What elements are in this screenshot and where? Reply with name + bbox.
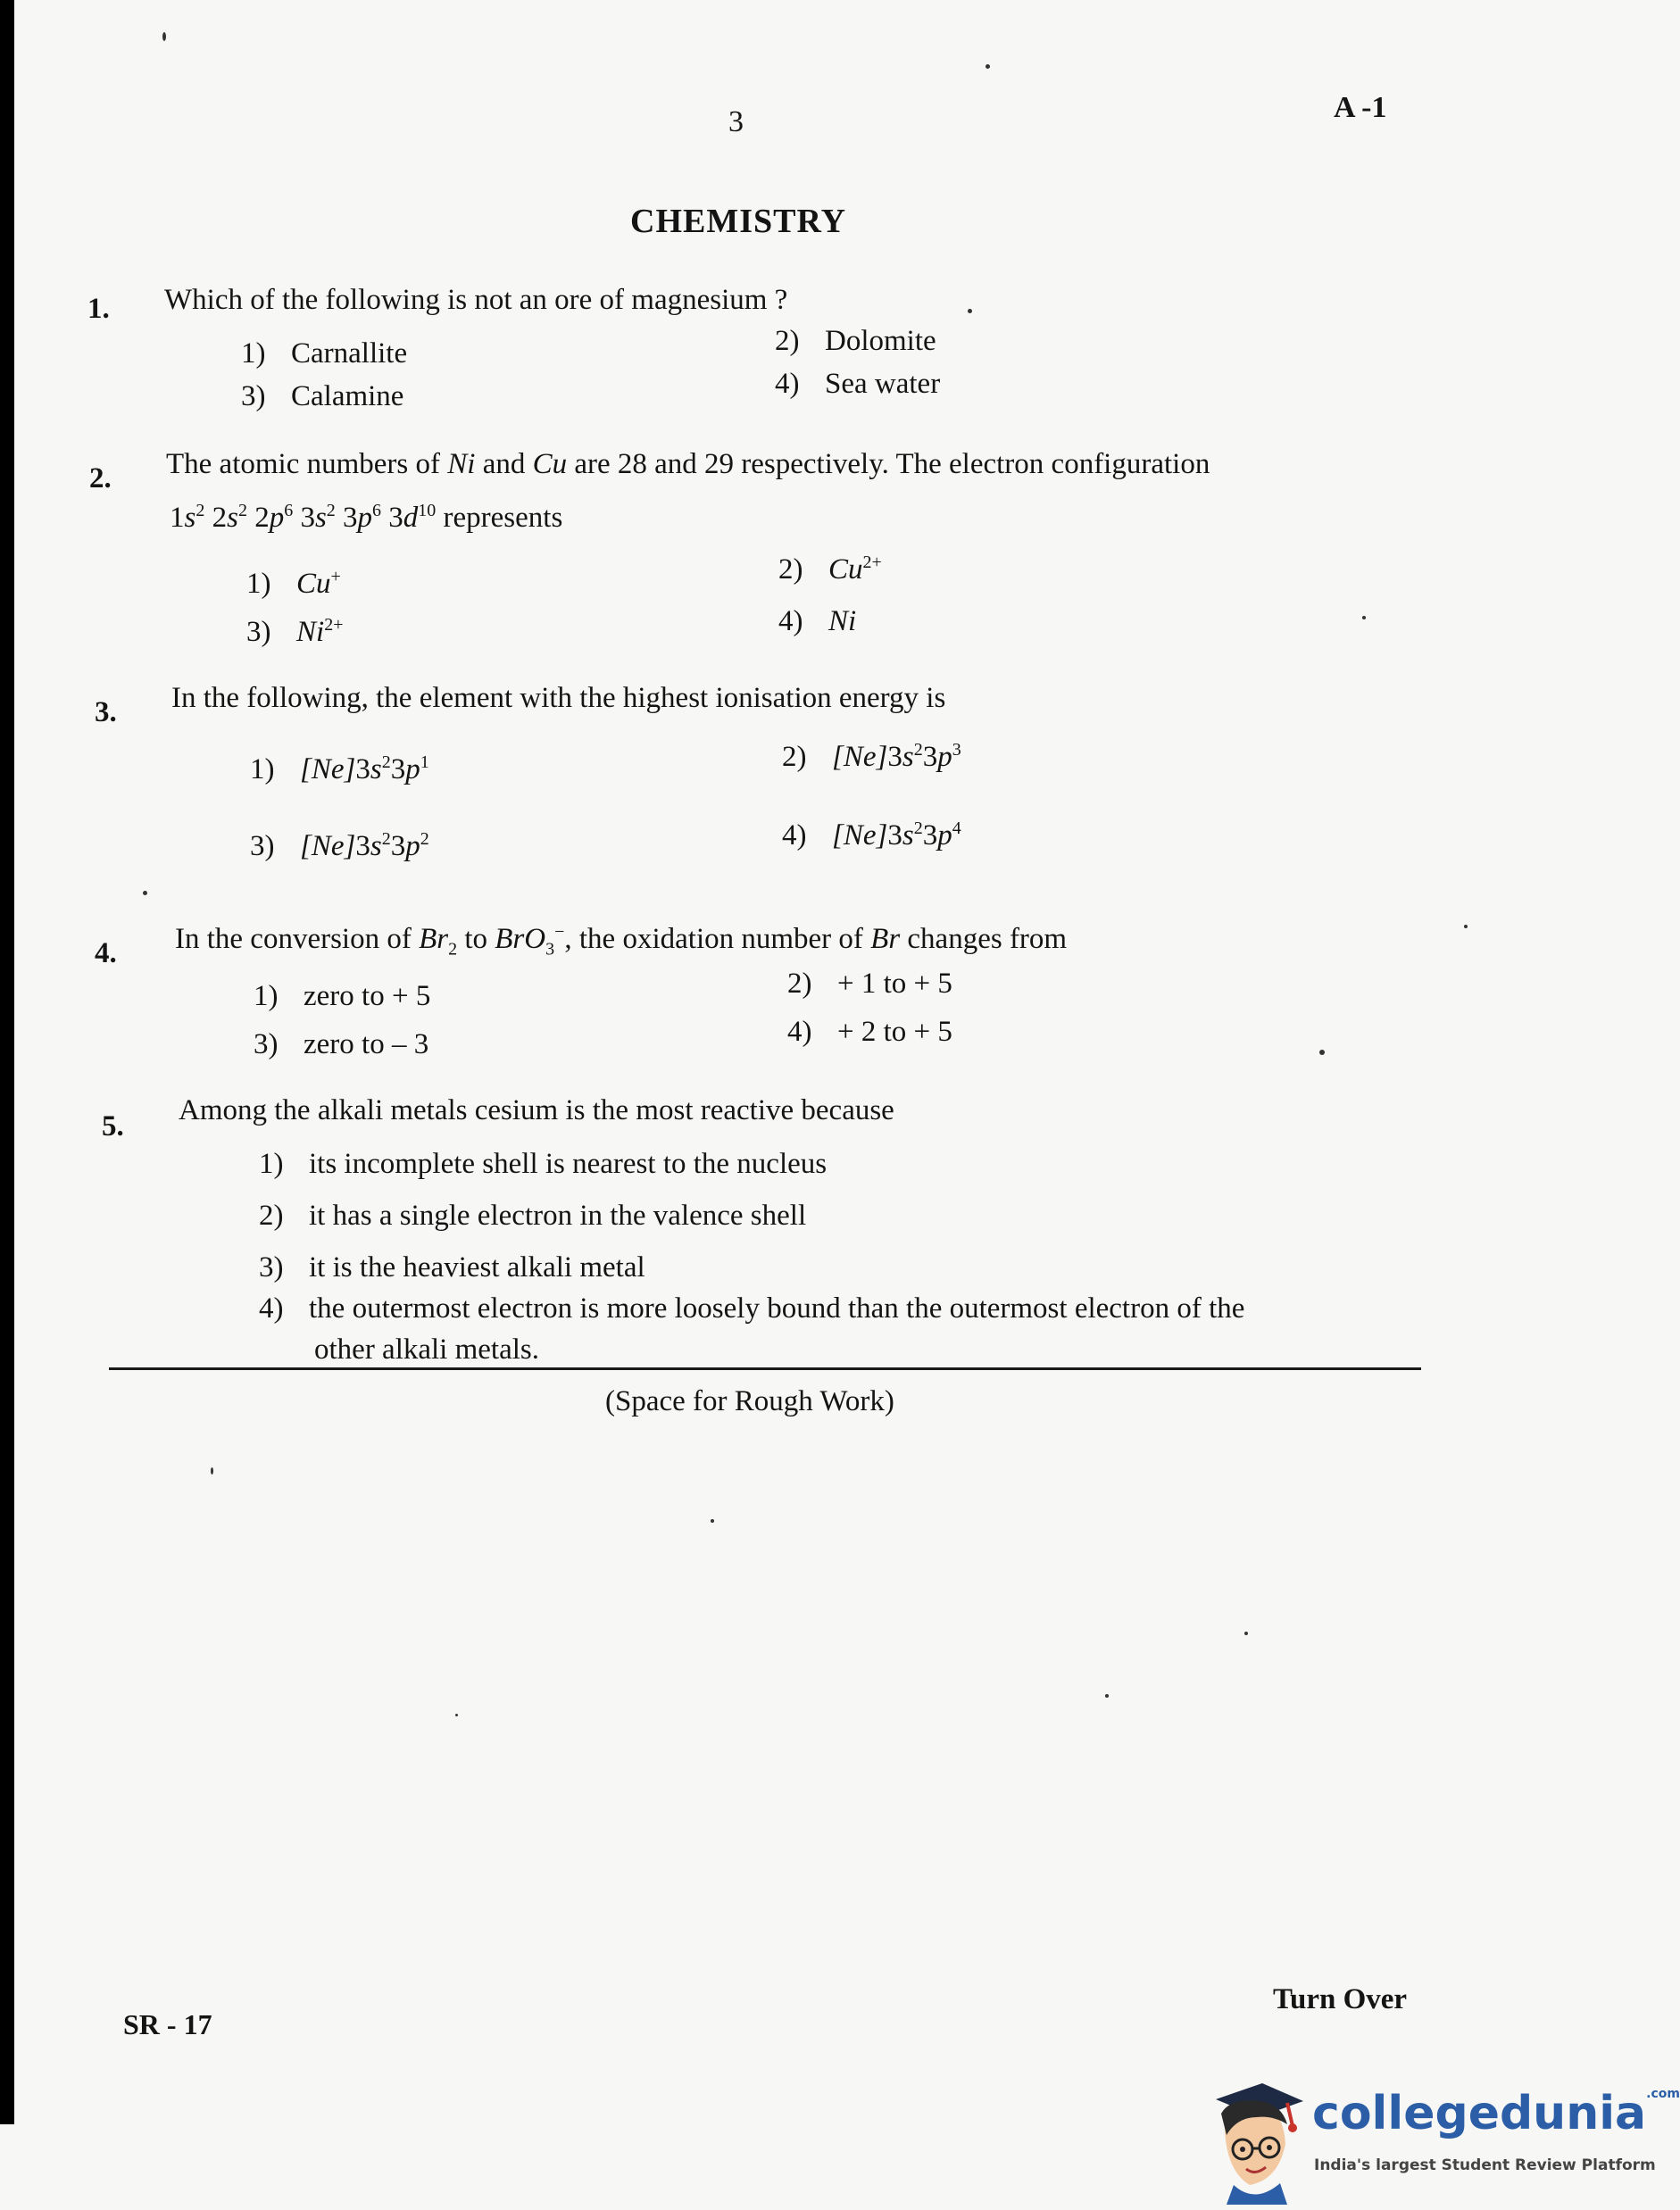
option-1: 1) $[Ne]3s^23p^1$ [250, 752, 429, 785]
speck [1244, 1632, 1248, 1635]
speck [162, 32, 166, 41]
option-3: 3) it is the heaviest alkali metal [259, 1251, 645, 1284]
option-4: 4) Ni [778, 605, 857, 637]
question-text: Which of the following is not an ore of magnesium ? [164, 284, 788, 316]
electron-configuration: $1s^2$ $2s^2$ $2p^6$ $3s^2$ $3p^6$ $3d^{10}$ represents [170, 501, 563, 534]
option-1: 1) Cu+ [246, 567, 341, 600]
option-1: 1) zero to + 5 [254, 980, 431, 1012]
option-3: 3) $Ni^{2+}$ [246, 615, 344, 648]
option-1: 1) its incomplete shell is nearest to the nucleus [259, 1148, 828, 1180]
option-4-continued: other alkali metals. [314, 1333, 539, 1366]
option-2: 2) + 1 to + 5 [787, 968, 952, 1000]
speck [1319, 1050, 1325, 1055]
speck [143, 891, 147, 895]
option-2: 2) it has a single electron in the valence shell [259, 1200, 807, 1232]
question-number: 5. [102, 1110, 124, 1142]
speck [455, 1714, 458, 1716]
question-text: Among the alkali metals cesium is the most reactive because [179, 1094, 894, 1126]
paper-code: A -1 [1334, 91, 1387, 124]
scan-edge [0, 0, 14, 2124]
rough-work-label: (Space for Rough Work) [605, 1385, 894, 1417]
speck [1105, 1694, 1109, 1698]
option-2: 2) Dolomite [775, 325, 936, 357]
question-number: 3. [95, 696, 117, 728]
page-number: 3 [728, 105, 744, 138]
speck [1464, 925, 1468, 928]
speck [1362, 616, 1366, 619]
question-number: 1. [87, 293, 110, 325]
option-2: 2) $[Ne]3s^23p^3$ [782, 740, 961, 773]
question-number: 2. [89, 462, 112, 494]
footer-turn-over: Turn Over [1273, 1983, 1408, 2015]
brand-name: collegedunia$^{.com}$ [1312, 2087, 1680, 2140]
option-4: 4) Sea water [775, 368, 941, 400]
question-text: In the conversion of $Br_2$ to BrO$_3$−, the oxidation number of Br changes from [175, 922, 1068, 960]
mascot-icon [1207, 2080, 1305, 2205]
option-3: 3) Calamine [241, 380, 404, 412]
question-text: In the following, the element with the highest ionisation energy is [171, 682, 946, 714]
option-4: 4) $[Ne]3s^23p^4$ [782, 818, 961, 852]
speck [211, 1467, 213, 1475]
option-1: 1) Carnallite [241, 337, 408, 370]
rough-work-divider [109, 1367, 1421, 1370]
option-4: 4) + 2 to + 5 [787, 1016, 952, 1048]
subject-title: CHEMISTRY [630, 203, 847, 240]
option-3: 3) $[Ne]3s^23p^2$ [250, 829, 429, 862]
collegedunia-watermark [1207, 2080, 1680, 2205]
brand-tagline: India's largest Student Review Platform [1314, 2156, 1656, 2174]
footer-series-code: SR - 17 [123, 2008, 212, 2040]
option-4: 4) the outermost electron is more loosely bound than the outermost electron of the [259, 1292, 1245, 1325]
speck [986, 64, 990, 69]
speck [711, 1519, 714, 1523]
question-text: The atomic numbers of Ni and Cu are 28 and 29 respectively. The electron configuration [166, 448, 1210, 480]
speck [968, 309, 972, 313]
option-3: 3) zero to – 3 [254, 1028, 429, 1060]
question-number: 4. [95, 937, 117, 969]
option-2: 2) $Cu^{2+}$ [778, 552, 882, 586]
